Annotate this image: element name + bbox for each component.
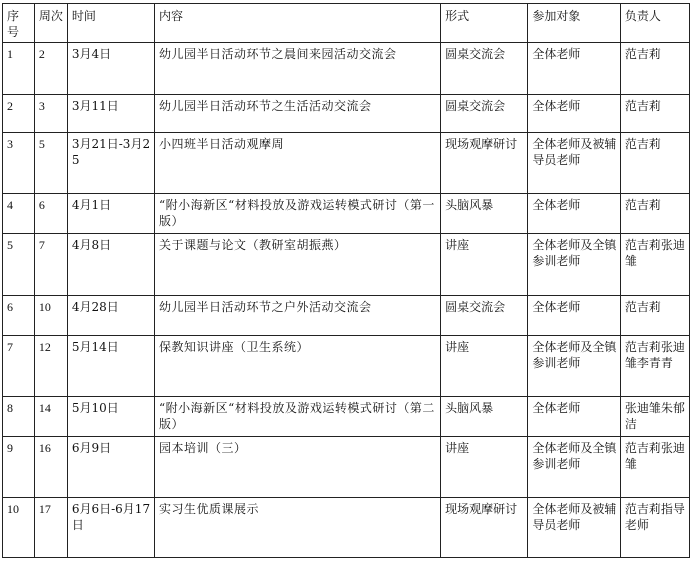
cell-form: 头脑风暴 [441,397,528,437]
header-week: 周次 [34,4,67,43]
table-row [3,296,690,336]
cell-week: 7 [34,234,67,296]
cell-responsible: 范吉莉张迪雏 [620,234,689,296]
cell-seq: 1 [3,43,35,95]
cell-content: 实习生优质课展示 [155,498,441,558]
cell-time: 4月8日 [67,234,154,296]
cell-responsible: 范吉莉 [620,296,689,336]
cell-responsible: 范吉莉 [620,194,689,234]
cell-seq: 2 [3,95,35,133]
table-row [3,437,690,498]
cell-seq: 8 [3,397,35,437]
cell-responsible: 范吉莉 [620,95,689,133]
cell-time: 4月1日 [67,194,154,234]
table-row [3,397,690,437]
header-seq: 序号 [3,4,35,43]
table-row [3,498,690,558]
table-row [3,95,690,133]
cell-week: 12 [34,336,67,397]
cell-form: 圆桌交流会 [441,296,528,336]
cell-audience: 全体老师及全镇参训老师 [528,234,621,296]
cell-form: 讲座 [441,336,528,397]
cell-seq: 7 [3,336,35,397]
cell-form: 头脑风暴 [441,194,528,234]
cell-time: 3月11日 [67,95,154,133]
cell-seq: 5 [3,234,35,296]
cell-form: 现场观摩研讨 [441,133,528,194]
cell-form: 讲座 [441,437,528,498]
cell-content: 幼儿园半日活动环节之晨间来园活动交流会 [155,43,441,95]
cell-week: 6 [34,194,67,234]
cell-responsible: 张迪雏朱郁洁 [620,397,689,437]
cell-form: 讲座 [441,234,528,296]
cell-content: 幼儿园半日活动环节之生活活动交流会 [155,95,441,133]
cell-audience: 全体老师 [528,296,621,336]
cell-responsible: 范吉莉张迪雏 [620,437,689,498]
cell-responsible: 范吉莉 [620,133,689,194]
cell-content: “附小海新区“材料投放及游戏运转模式研讨（第一版） [155,194,441,234]
table-row [3,43,690,95]
cell-form: 圆桌交流会 [441,95,528,133]
cell-content: 保教知识讲座（卫生系统） [155,336,441,397]
cell-week: 16 [34,437,67,498]
cell-time: 5月14日 [67,336,154,397]
cell-content: 小四班半日活动观摩周 [155,133,441,194]
cell-audience: 全体老师 [528,194,621,234]
cell-content: “附小海新区“材料投放及游戏运转模式研讨（第二版） [155,397,441,437]
cell-audience: 全体老师及全镇参训老师 [528,336,621,397]
table-row [3,234,690,296]
cell-week: 10 [34,296,67,336]
header-audience: 参加对象 [528,4,621,43]
cell-responsible: 范吉莉张迪雏李青青 [620,336,689,397]
header-time: 时间 [67,4,154,43]
cell-time: 6月9日 [67,437,154,498]
cell-week: 5 [34,133,67,194]
cell-time: 3月21日-3月25 [67,133,154,194]
cell-audience: 全体老师及全镇参训老师 [528,437,621,498]
cell-seq: 6 [3,296,35,336]
header-row [3,4,690,43]
table-row [3,336,690,397]
cell-time: 4月28日 [67,296,154,336]
cell-form: 圆桌交流会 [441,43,528,95]
table-row [3,194,690,234]
cell-audience: 全体老师及被辅导员老师 [528,133,621,194]
cell-seq: 9 [3,437,35,498]
cell-time: 6月6日-6月17日 [67,498,154,558]
cell-seq: 10 [3,498,35,558]
cell-audience: 全体老师 [528,397,621,437]
cell-audience: 全体老师 [528,95,621,133]
table-row [3,133,690,194]
cell-content: 幼儿园半日活动环节之户外活动交流会 [155,296,441,336]
cell-form: 现场观摩研讨 [441,498,528,558]
cell-time: 5月10日 [67,397,154,437]
cell-content: 关于课题与论文（教研室胡振燕） [155,234,441,296]
cell-week: 14 [34,397,67,437]
cell-week: 17 [34,498,67,558]
header-form: 形式 [441,4,528,43]
cell-content: 园本培训（三） [155,437,441,498]
cell-seq: 3 [3,133,35,194]
cell-seq: 4 [3,194,35,234]
schedule-table [2,3,690,558]
cell-responsible: 范吉莉 [620,43,689,95]
cell-audience: 全体老师 [528,43,621,95]
cell-audience: 全体老师及被辅导员老师 [528,498,621,558]
cell-week: 3 [34,95,67,133]
cell-time: 3月4日 [67,43,154,95]
cell-responsible: 范吉莉指导老师 [620,498,689,558]
header-responsible: 负责人 [620,4,689,43]
header-content: 内容 [155,4,441,43]
cell-week: 2 [34,43,67,95]
